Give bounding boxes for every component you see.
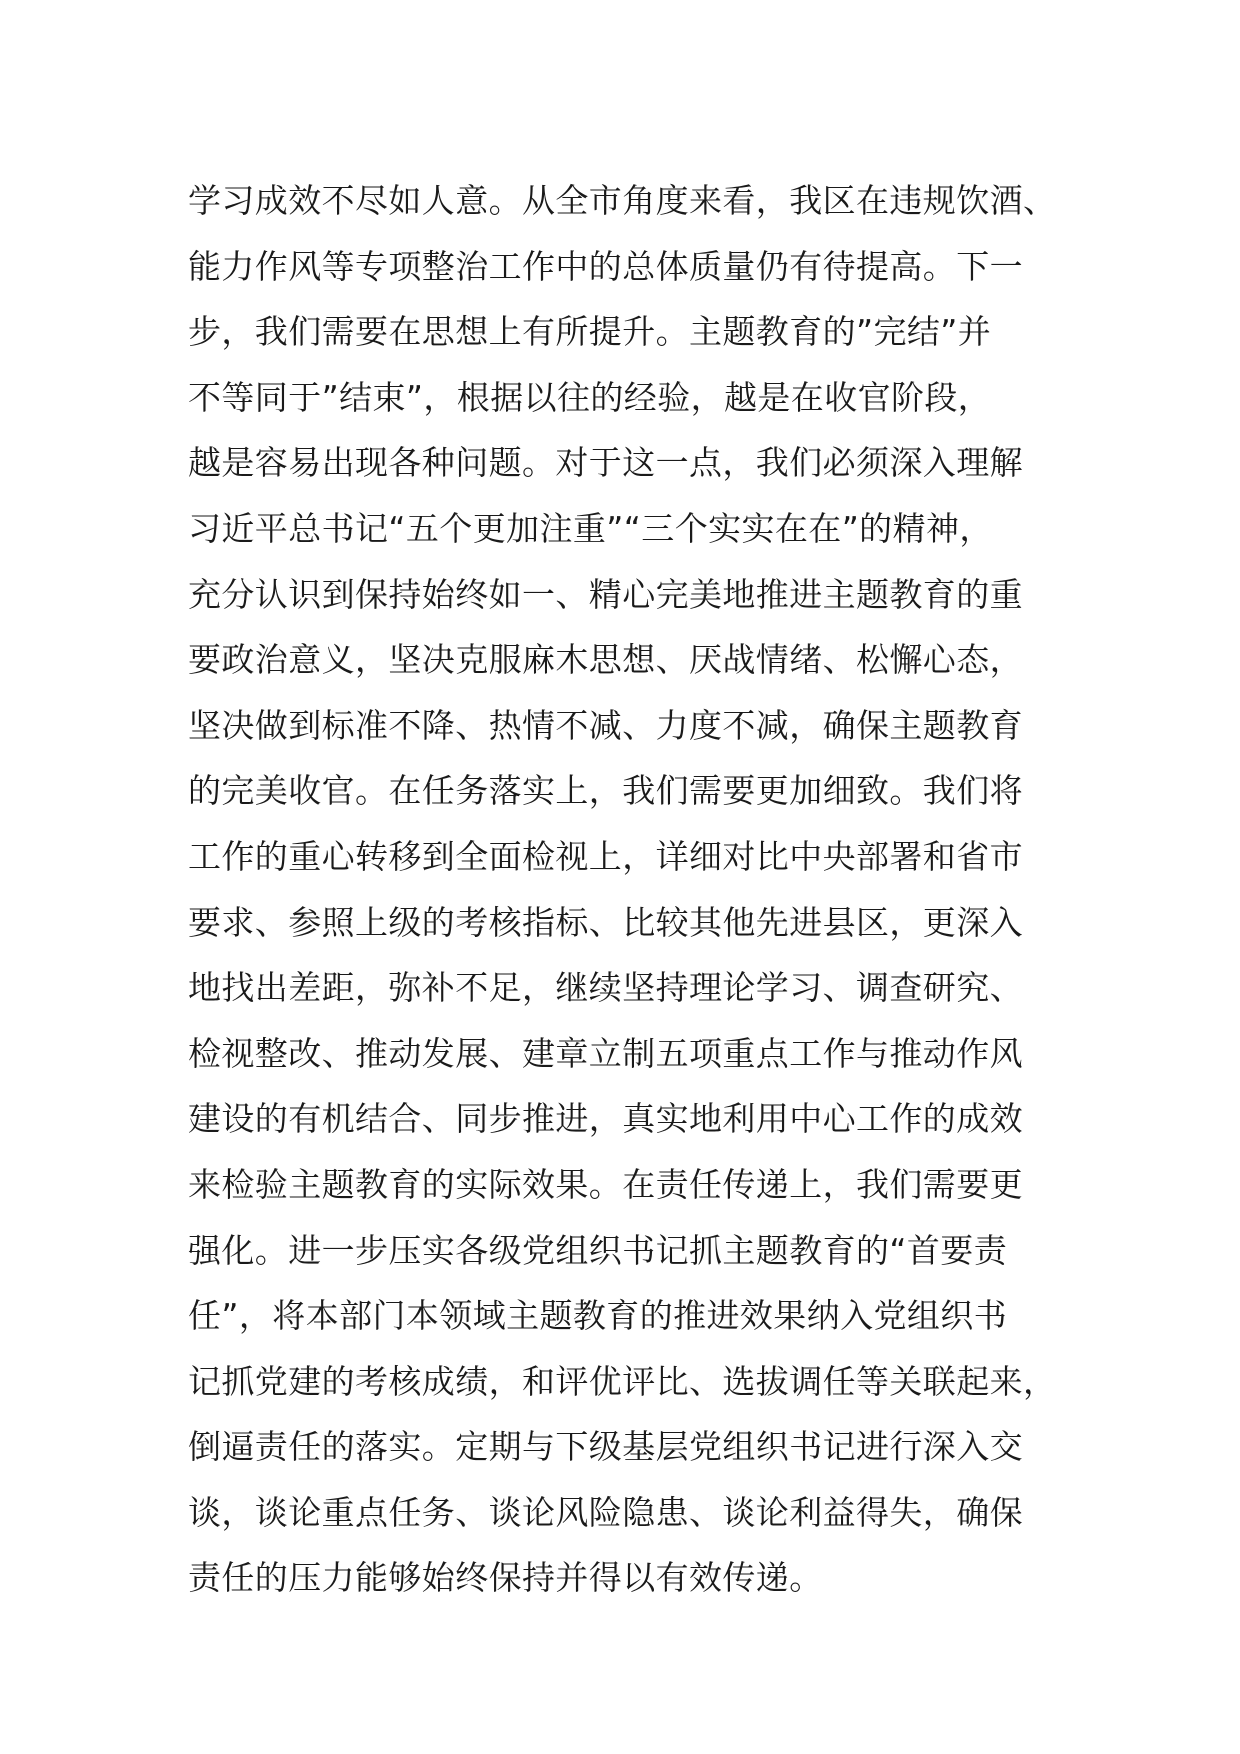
text-line: 不等同于”结束”，根据以往的经验，越是在收官阶段， — [188, 377, 992, 417]
body-text — [188, 168, 1088, 1611]
text-line: 习近平总书记“五个更加注重”“三个实实在在”的精神， — [188, 508, 993, 548]
text-line: 工作的重心转移到全面检视上，详细对比中央部署和省市 — [188, 836, 1023, 876]
text-line: 倒逼责任的落实。定期与下级基层党组织书记进行深入交 — [188, 1427, 1023, 1467]
text-line: 地找出差距，弥补不足，继续坚持理论学习、调查研究、 — [188, 968, 1023, 1008]
text-line: 学习成效不尽如人意。从全市角度来看，我区在违规饮酒、 — [188, 181, 1057, 220]
text-line: 责任的压力能够始终保持并得以有效传递。 — [188, 1558, 823, 1598]
text-line: 的完美收官。在任务落实上，我们需要更加细致。我们将 — [188, 771, 1023, 811]
text-line: 坚决做到标准不降、热情不减、力度不减，确保主题教育 — [188, 705, 1023, 745]
text-line: 检视整改、推动发展、建章立制五项重点工作与推动作风 — [188, 1033, 1023, 1073]
text-line: 建设的有机结合、同步推进，真实地利用中心工作的成效 — [188, 1099, 1023, 1139]
text-line: 充分认识到保持始终如一、精心完美地推进主题教育的重 — [188, 574, 1023, 614]
text-line: 要政治意义，坚决克服麻木思想、厌战情绪、松懈心态， — [188, 640, 1023, 680]
text-line: 任”，将本部门本领域主题教育的推进效果纳入党组织书 — [188, 1296, 1008, 1336]
text-line: 能力作风等专项整治工作中的总体质量仍有待提高。下一 — [188, 246, 1023, 286]
text-line: 谈，谈论重点任务、谈论风险隐患、谈论利益得失，确保 — [188, 1492, 1023, 1532]
text-line: 来检验主题教育的实际效果。在责任传递上，我们需要更 — [188, 1164, 1023, 1204]
text-line: 要求、参照上级的考核指标、比较其他先进县区，更深入 — [188, 902, 1023, 942]
text-line: 记抓党建的考核成绩，和评优评比、选拔调任等关联起来， — [188, 1361, 1057, 1401]
text-line: 强化。进一步压实各级党组织书记抓主题教育的“首要责 — [188, 1230, 1008, 1270]
text-line: 步，我们需要在思想上有所提升。主题教育的”完结”并 — [188, 312, 992, 352]
text-line: 越是容易出现各种问题。对于这一点，我们必须深入理解 — [188, 443, 1023, 483]
